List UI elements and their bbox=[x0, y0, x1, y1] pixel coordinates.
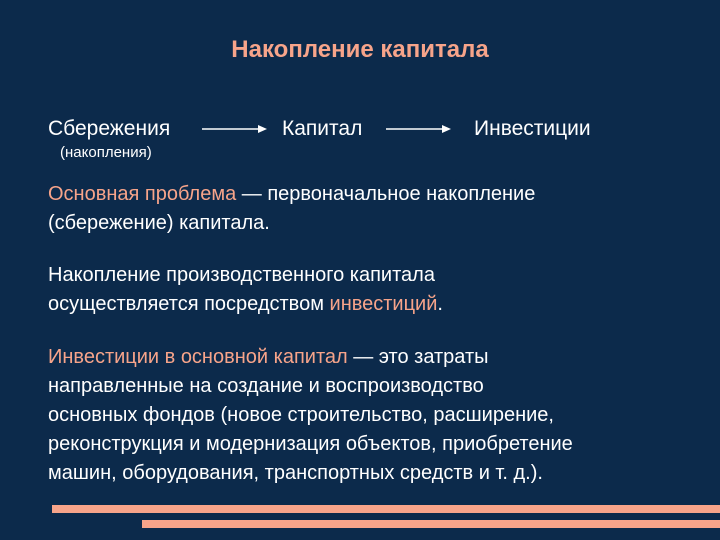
accent-text: инвестиций bbox=[329, 293, 438, 315]
text-span: осуществляется посредством bbox=[48, 293, 330, 315]
paragraph-line bbox=[48, 180, 698, 209]
paragraph-line: основных фондов (новое строительство, расширение, bbox=[48, 404, 554, 426]
paragraph-main-problem bbox=[48, 180, 698, 238]
slide-title: Накопление капитала bbox=[231, 36, 489, 63]
paragraph-line bbox=[48, 290, 698, 319]
flow-item-capital: Капитал bbox=[282, 117, 363, 140]
paragraph-line: (сбережение) капитала. bbox=[48, 212, 270, 234]
arrow-right-icon bbox=[386, 123, 452, 135]
flow-item-investments: Инвестиции bbox=[474, 117, 591, 140]
accent-text: Инвестиции в основной капитал bbox=[48, 346, 348, 368]
paragraph-line bbox=[48, 343, 698, 372]
text-span: — первоначальное накопление bbox=[236, 183, 536, 205]
flow-item-savings-sub: (накопления) bbox=[60, 144, 152, 161]
accent-text: Основная проблема bbox=[48, 183, 237, 205]
flow-item-savings: Сбережения bbox=[48, 117, 171, 140]
paragraph-line: реконструкция и модернизация объектов, приобретение bbox=[48, 433, 573, 455]
decorative-bar-top bbox=[52, 505, 720, 513]
paragraph-line: Накопление производственного капитала bbox=[48, 264, 435, 286]
decorative-bar-bottom bbox=[142, 520, 720, 528]
paragraph-capital-accumulation bbox=[48, 261, 698, 319]
text-span: . bbox=[437, 293, 443, 315]
paragraph-fixed-capital-investments bbox=[48, 343, 698, 488]
text-span: — это затраты bbox=[347, 346, 489, 368]
arrow-right-icon bbox=[202, 123, 268, 135]
paragraph-line: направленные на создание и воспроизводство bbox=[48, 375, 484, 397]
paragraph-line: машин, оборудования, транспортных средств и т. д.). bbox=[48, 462, 543, 484]
